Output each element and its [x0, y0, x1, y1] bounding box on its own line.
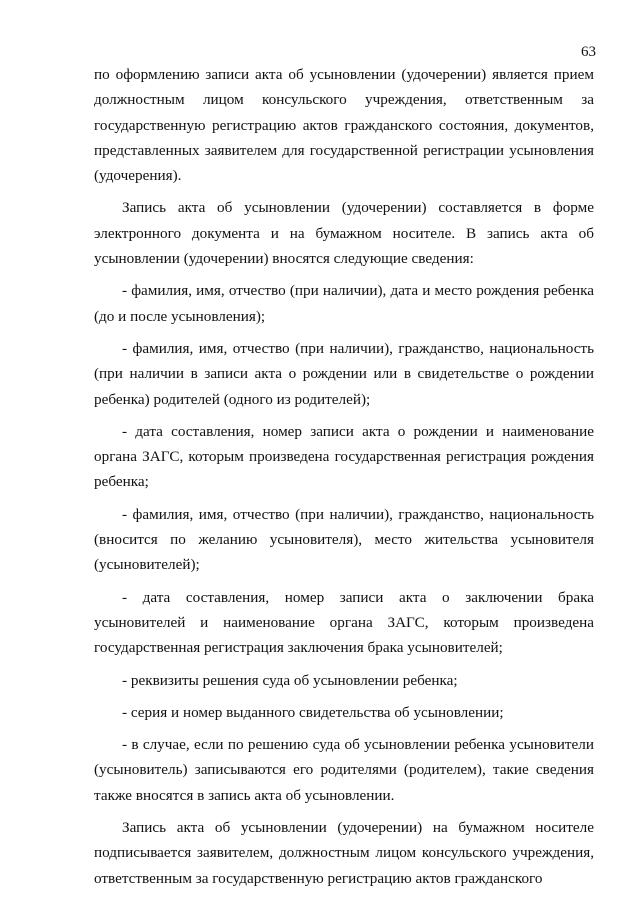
list-item-marriage-record: - дата составления, номер записи акта о заключении брака усыновителей и наименование органа ЗАГС, которым произведена государственная регистрация заключения брака усыновителей;	[94, 588, 594, 657]
page-number: 63	[581, 44, 596, 60]
list-item-certificate: - серия и номер выданного свидетельства об усыновлении;	[122, 703, 504, 721]
list-item-parent-record: - в случае, если по решению суда об усыновлении ребенка усыновители (усыновитель) записываются его родителями (родителем), такие сведения также вносятся в запись акта об усыновлении.	[94, 736, 594, 804]
list-item-child-name: - фамилия, имя, отчество (при наличии), дата и место рождения ребенка (до и после усыновления);	[94, 282, 594, 325]
list-item-court-decision: - реквизиты решения суда об усыновлении ребенка;	[122, 671, 458, 689]
list-item-birth-record: - дата составления, номер записи акта о рождении и наименование органа ЗАГС, которым произведена государственная регистрация рождения ребенка;	[94, 422, 594, 491]
paragraph-signing: Запись акта об усыновлении (удочерении) на бумажном носителе подписывается заявителем, должностным лицом консульского учреждения, ответственным за государственную регистрацию актов гражданского	[94, 819, 594, 887]
list-item-parents: - фамилия, имя, отчество (при наличии), гражданство, национальность (при наличии в записи акта о рождении или в свидетельстве о рождении ребенка) родителей (одного из родителей);	[94, 339, 594, 408]
document-body	[94, 62, 594, 891]
list-item-adopter: - фамилия, имя, отчество (при наличии), гражданство, национальность (вносится по желанию усыновителя), место жительства усыновителя (усыновителей);	[94, 505, 594, 574]
paragraph-continuation: по оформлению записи акта об усыновлении (удочерении) является прием должностным лицом консульского учреждения, ответственным за государственную регистрацию актов гражданского состояния, документов, представленных заявителем для государственной регистрации усыновления (удочерения).	[94, 66, 594, 185]
paragraph-record-intro: Запись акта об усыновлении (удочерении) составляется в форме электронного документа и на бумажном носителе. В запись акта об усыновлении (удочерении) вносятся следующие сведения:	[94, 199, 594, 268]
